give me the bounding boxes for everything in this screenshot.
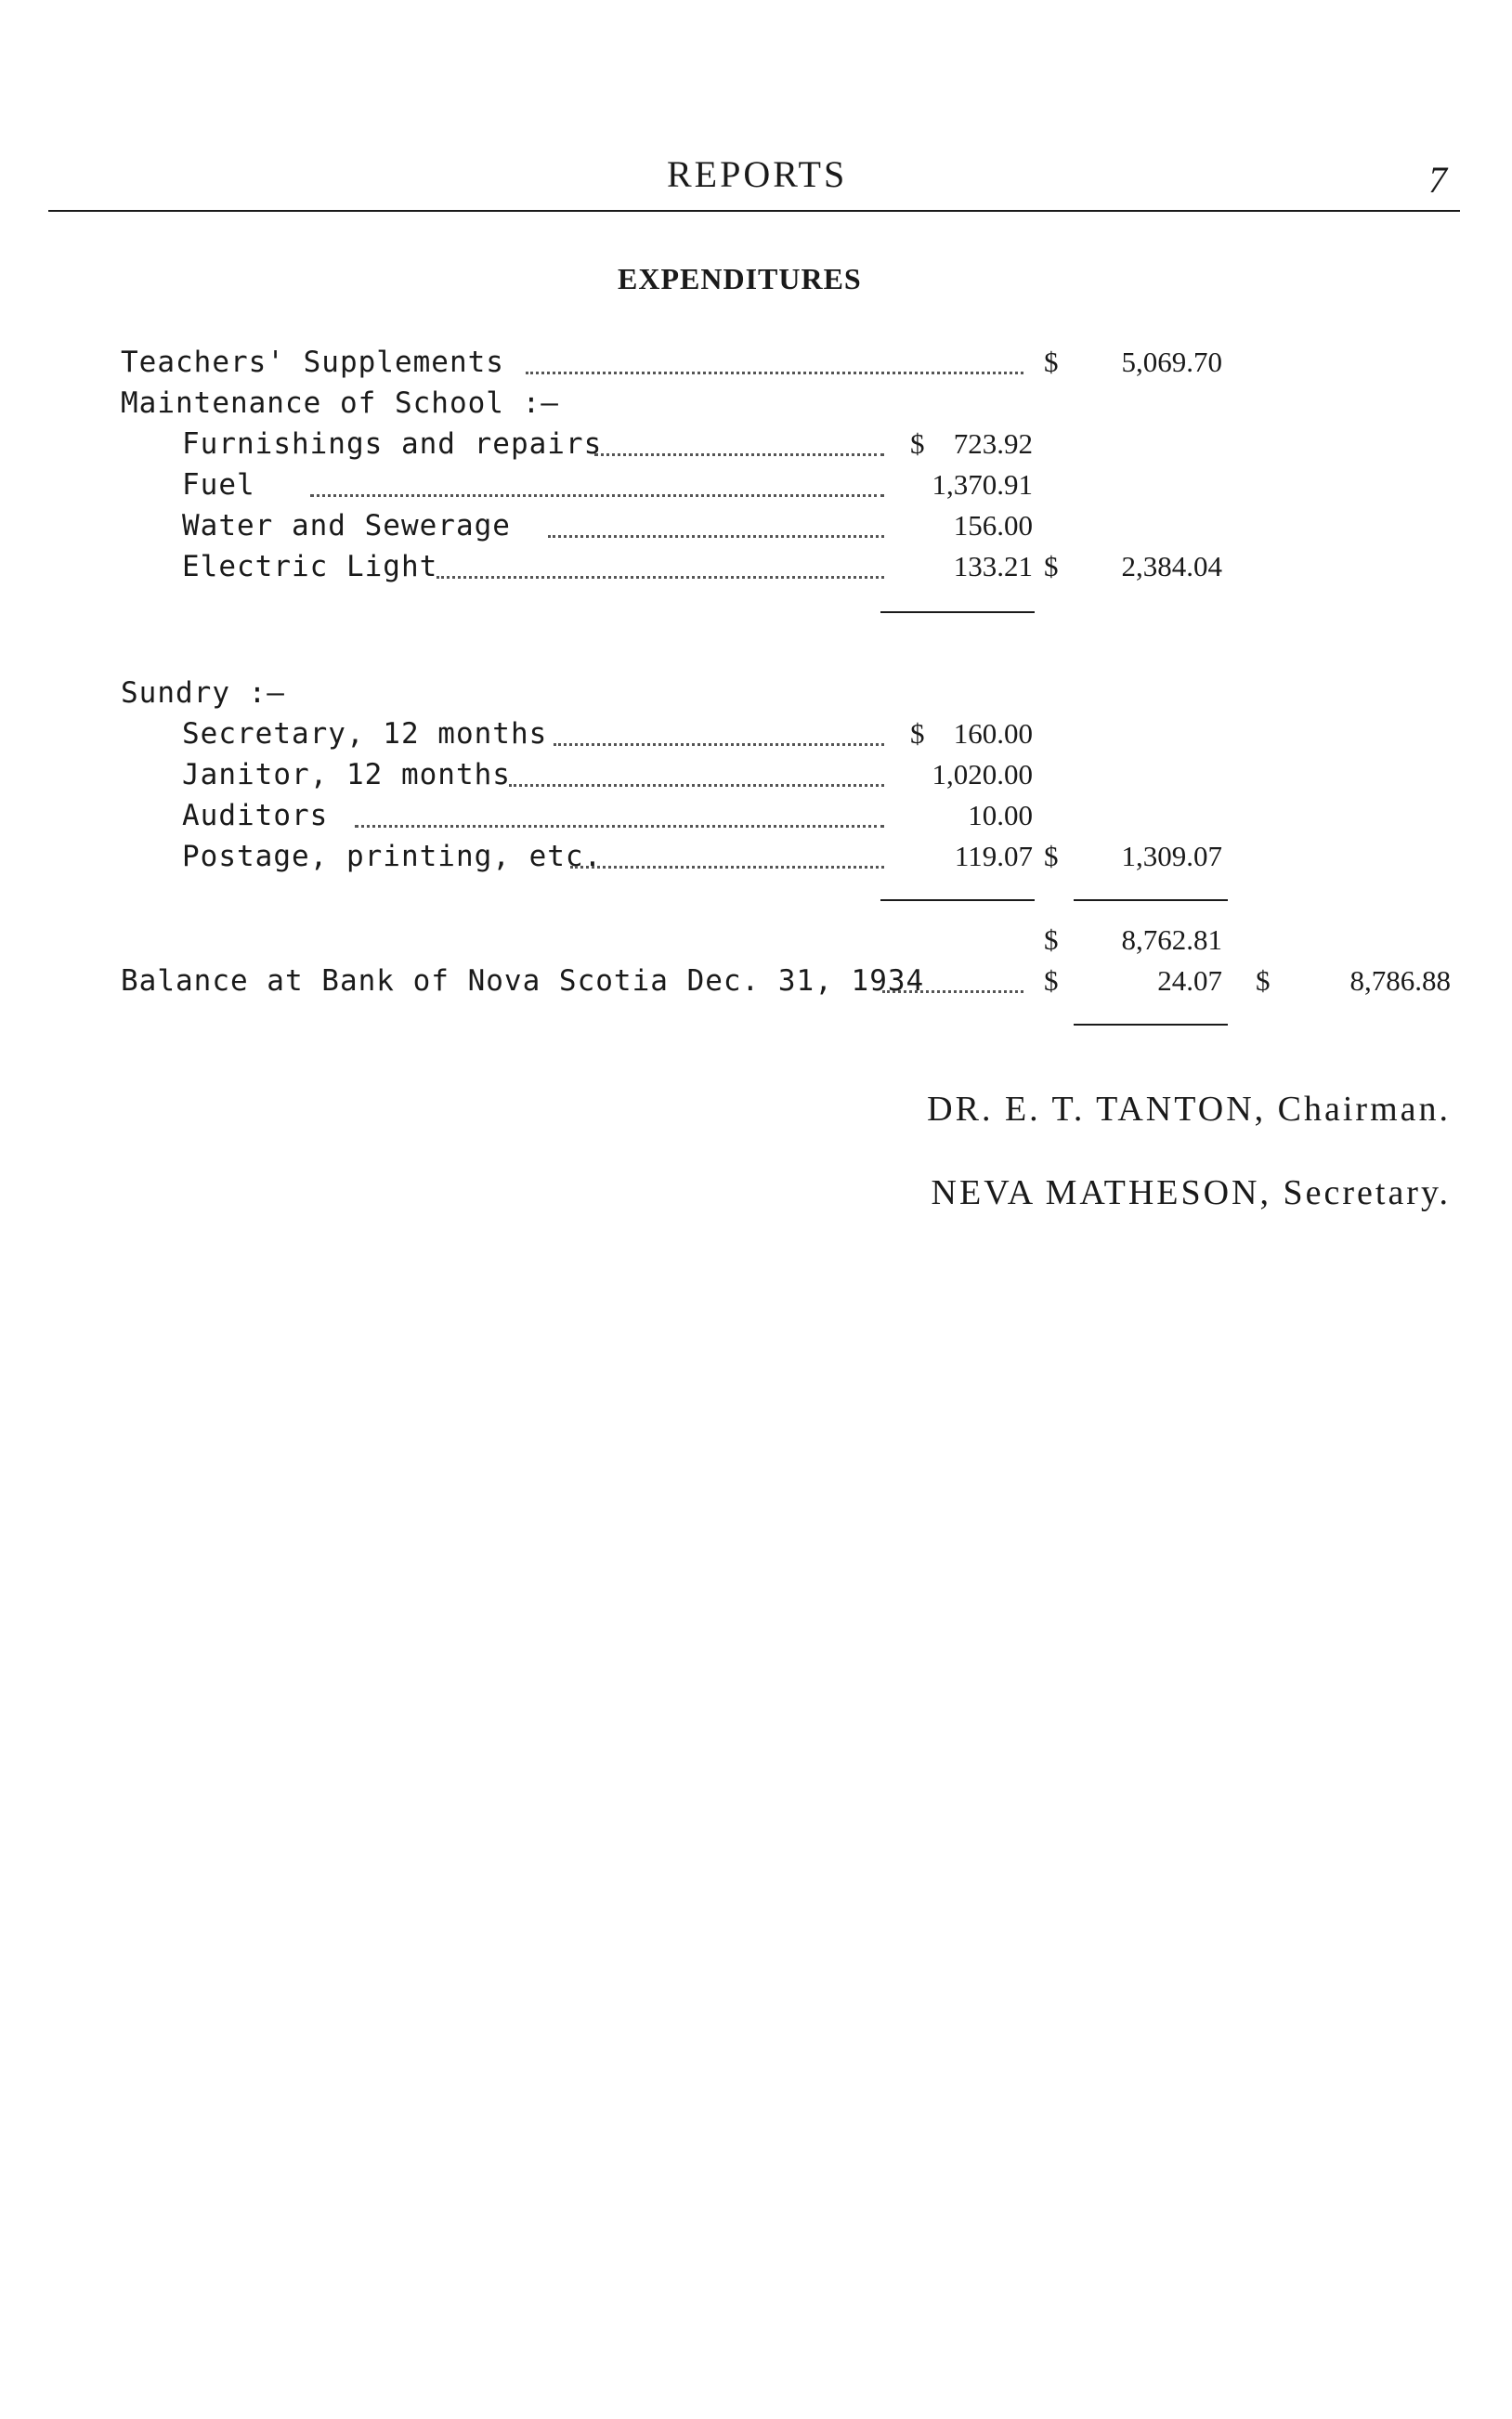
grand-total: 8,786.88 <box>1349 964 1451 997</box>
leader-dots <box>554 743 884 746</box>
total-rule <box>1074 899 1228 901</box>
leader-dots <box>355 825 884 828</box>
subtotal-amount: 8,762.81 <box>1121 923 1222 956</box>
total-rule <box>1074 1024 1228 1026</box>
sundry-item-label: Secretary, 12 months <box>182 717 548 751</box>
sundry-heading: Sundry :— <box>121 676 285 710</box>
teachers-amount: 5,069.70 <box>1121 346 1222 378</box>
maintenance-item-currency: $ <box>910 427 925 460</box>
leader-dots <box>310 494 884 497</box>
sundry-item-amount: 10.00 <box>968 799 1033 831</box>
sundry-item-label: Auditors <box>182 799 329 832</box>
maintenance-item-amount: 723.92 <box>953 427 1033 460</box>
maintenance-item-amount: 133.21 <box>953 550 1033 582</box>
sundry-item-amount: 1,020.00 <box>932 758 1033 791</box>
chairman-signature: DR. E. T. TANTON, Chairman. <box>927 1090 1451 1129</box>
balance-amount: 24.07 <box>1157 964 1222 997</box>
maintenance-item-amount: 1,370.91 <box>932 468 1033 501</box>
secretary-signature: NEVA MATHESON, Secretary. <box>931 1173 1451 1212</box>
header-rule <box>48 210 1460 212</box>
leader-dots <box>526 372 1023 374</box>
page-number: 7 <box>1428 159 1447 201</box>
balance-label: Balance at Bank of Nova Scotia Dec. 31, 1934 <box>121 964 925 998</box>
maintenance-item-label: Furnishings and repairs <box>182 427 603 461</box>
section-title: EXPENDITURES <box>618 262 862 295</box>
leader-dots <box>882 990 1023 993</box>
balance-currency: $ <box>1044 964 1059 997</box>
leader-dots <box>570 866 884 869</box>
leader-dots <box>594 453 884 456</box>
maintenance-item-label: Electric Light <box>182 550 438 583</box>
subtotal-rule <box>880 611 1035 613</box>
maintenance-total: 2,384.04 <box>1121 550 1222 582</box>
grand-total-currency: $ <box>1256 964 1271 997</box>
subtotal-rule <box>880 899 1035 901</box>
sundry-item-label: Postage, printing, etc. <box>182 840 603 873</box>
sundry-total: 1,309.07 <box>1121 840 1222 872</box>
running-header: REPORTS <box>667 153 848 195</box>
sundry-total-currency: $ <box>1044 840 1059 872</box>
maintenance-item-amount: 156.00 <box>953 509 1033 542</box>
leader-dots <box>437 576 884 579</box>
sundry-item-currency: $ <box>910 717 925 750</box>
sundry-item-amount: 160.00 <box>953 717 1033 750</box>
maintenance-heading: Maintenance of School :— <box>121 386 559 420</box>
maintenance-item-label: Fuel <box>182 468 255 502</box>
maintenance-item-label: Water and Sewerage <box>182 509 511 543</box>
subtotal-currency: $ <box>1044 923 1059 956</box>
leader-dots <box>509 784 884 787</box>
maintenance-total-currency: $ <box>1044 550 1059 582</box>
teachers-currency: $ <box>1044 346 1059 378</box>
leader-dots <box>548 535 884 538</box>
sundry-item-label: Janitor, 12 months <box>182 758 511 791</box>
sundry-item-amount: 119.07 <box>954 840 1033 872</box>
teachers-supplements-label: Teachers' Supplements <box>121 346 504 379</box>
